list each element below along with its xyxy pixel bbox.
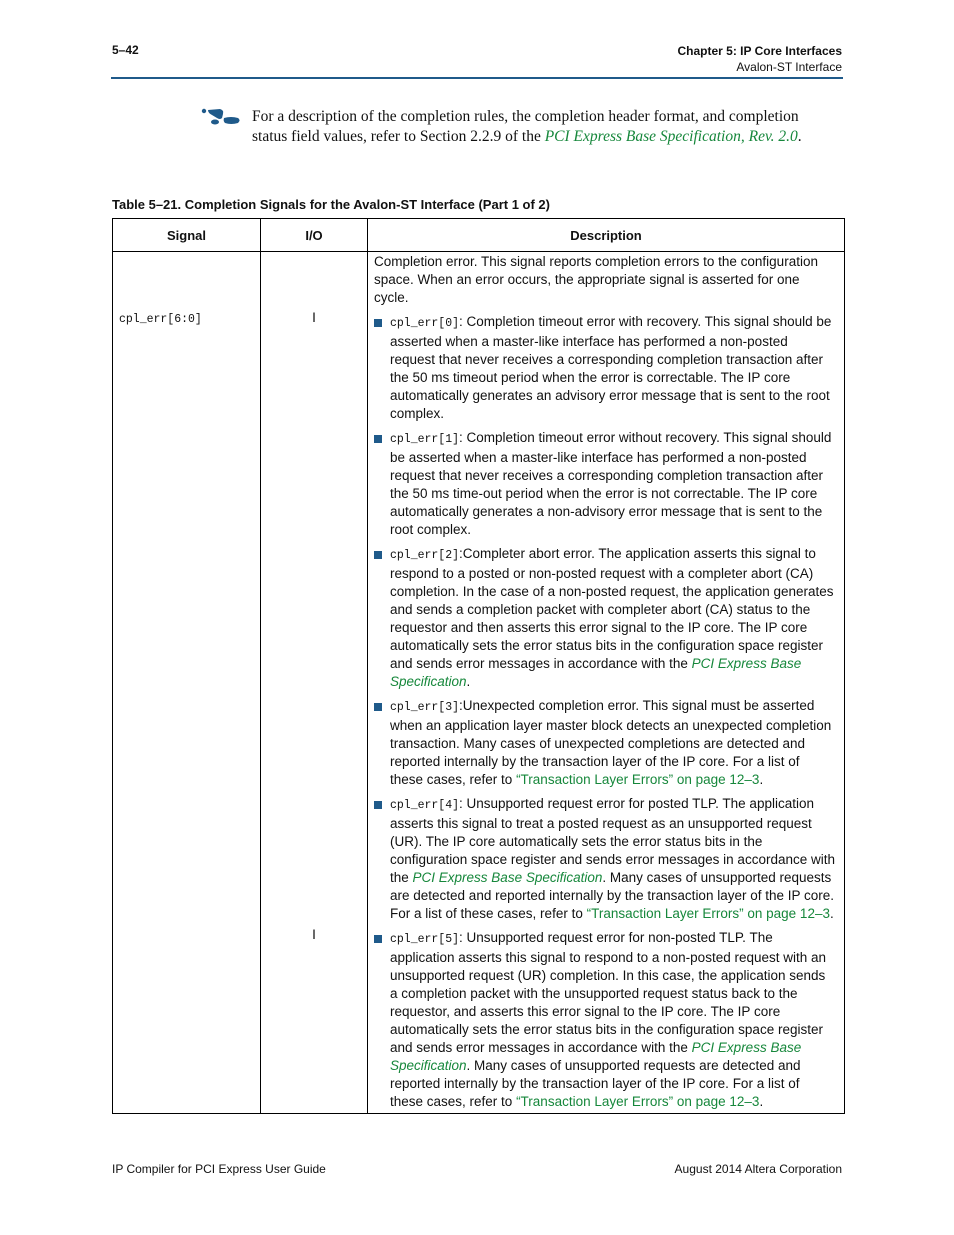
signal-name: cpl_err[6:0] <box>119 313 202 326</box>
bullet-text: : Completion timeout error without recovery. This signal should be asserted when a master-like interface has performed a non-posted request that never receives a corresponding completion transaction after the 50 ms time-out period when the error is not correctable. The IP core automatically generates a non-advisory error message that is sent to the root complex. <box>390 430 832 537</box>
spec-link[interactable]: PCI Express Base Specification <box>390 1040 802 1073</box>
signal-bit: cpl_err[2] <box>390 549 460 562</box>
list-item <box>374 795 836 923</box>
description-cell <box>368 252 845 1114</box>
bullet-text: : Unsupported request error for posted TLP. The application asserts this signal to treat a posted request as an unsupported request (UR). The IP core automatically sets the error status bits in the configuration space register and sends error messages in accordance with the <box>390 796 835 885</box>
list-item <box>374 429 836 539</box>
note-text: For a description of the completion rules, the completion header format, and completion status field values, refer to Section 2.2.9 of the <box>252 108 799 145</box>
spec-link[interactable]: PCI Express Base Specification <box>412 870 603 885</box>
note-text-end: . <box>797 127 802 145</box>
bullet-text: . Many cases of unsupported requests are detected and reported internally by the transaction layer of the IP core. For a list of these cases, refer to <box>390 870 835 921</box>
reference-note <box>252 107 812 146</box>
io-direction: I <box>312 927 316 942</box>
bullet-icon <box>374 551 382 559</box>
bullet-text: :Unexpected completion error. This signal must be asserted when an application layer master block detects an unexpected completion transaction. Many cases of unexpected completions are detected and reported internally by the transaction layer of the IP core. For a list of these cases, refer to <box>390 698 832 787</box>
error-bit-list <box>374 313 836 1111</box>
running-header <box>677 43 842 75</box>
cross-ref-link[interactable]: “Transaction Layer Errors” on page 12–3 <box>586 906 830 921</box>
signal-cell <box>113 252 261 1114</box>
header-rule <box>111 77 843 79</box>
reference-note-icon <box>200 108 242 126</box>
bullet-icon <box>374 935 382 943</box>
bullet-text: . <box>829 906 834 921</box>
bullet-icon <box>374 319 382 327</box>
col-header-io: I/O <box>261 219 368 252</box>
note-spec-link[interactable]: PCI Express Base Specification, Rev. 2.0 <box>544 127 798 145</box>
io-direction: I <box>312 310 316 325</box>
list-item <box>374 545 836 691</box>
description-intro: Completion error. This signal reports completion errors to the configuration space. When an error occurs, the appropriate signal is asserted for one cycle. <box>374 254 818 305</box>
signal-bit: cpl_err[3] <box>390 701 460 714</box>
bullet-icon <box>374 435 382 443</box>
bullet-text: . <box>466 674 471 689</box>
list-item <box>374 697 836 789</box>
col-header-description: Description <box>368 219 845 252</box>
bullet-text: : Completion timeout error with recovery. This signal should be asserted when a master-like interface has performed a non-posted request that never receives a corresponding completion transaction after the 50 ms timeout period when the error is correctable. The IP core automatically generates an advisory error message that is sent to the root complex. <box>390 314 832 421</box>
table-row <box>113 252 845 1114</box>
col-header-signal: Signal <box>113 219 261 252</box>
footer-doc-title: IP Compiler for PCI Express User Guide <box>112 1162 326 1176</box>
completion-signals-table <box>112 218 845 1114</box>
signal-bit: cpl_err[5] <box>390 933 460 946</box>
list-item <box>374 313 836 423</box>
footer-date-company: August 2014 Altera Corporation <box>674 1162 842 1176</box>
list-item <box>374 929 836 1111</box>
signal-bit: cpl_err[4] <box>390 799 460 812</box>
cross-ref-link[interactable]: “Transaction Layer Errors” on page 12–3 <box>516 1094 760 1109</box>
bullet-icon <box>374 801 382 809</box>
table-caption: Table 5–21. Completion Signals for the Avalon-ST Interface (Part 1 of 2) <box>112 197 550 212</box>
signal-bit: cpl_err[1] <box>390 433 460 446</box>
table-header-row <box>113 219 845 252</box>
bullet-icon <box>374 703 382 711</box>
io-cell <box>261 252 368 1114</box>
signal-bit: cpl_err[0] <box>390 317 460 330</box>
chapter-title: Chapter 5: IP Core Interfaces <box>677 44 842 58</box>
spec-link[interactable]: PCI Express Base Specification <box>390 656 802 689</box>
bullet-text: . <box>759 1094 764 1109</box>
section-title: Avalon-ST Interface <box>736 60 842 74</box>
page-number: 5–42 <box>112 43 139 57</box>
bullet-text: : Unsupported request error for non-posted TLP. The application asserts this signal to respond to a non-posted request with an unsupported request (UR) completion. In this case, the application sends a completion packet with the unsupported request status back to the requestor, and asserts this error signal to the IP core. The IP core automatically sets the error status bits in the configuration space register and sends error messages in accordance with the <box>390 930 827 1055</box>
bullet-text: . <box>759 772 764 787</box>
bullet-text: :Completer abort error. The application asserts this signal to respond to a posted or non-posted request with a completer abort (CA) completion. In the case of a non-posted request, the application generates and sends a completion packet with completer abort (CA) status to the requestor and then asserts this error signal to the IP core. The IP core automatically sets the error status bits in the configuration space register and sends error messages in accordance with the <box>390 546 834 671</box>
cross-ref-link[interactable]: “Transaction Layer Errors” on page 12–3 <box>516 772 760 787</box>
bullet-text: . Many cases of unsupported requests are detected and reported internally by the transaction layer of the IP core. For a list of these cases, refer to <box>390 1058 801 1109</box>
